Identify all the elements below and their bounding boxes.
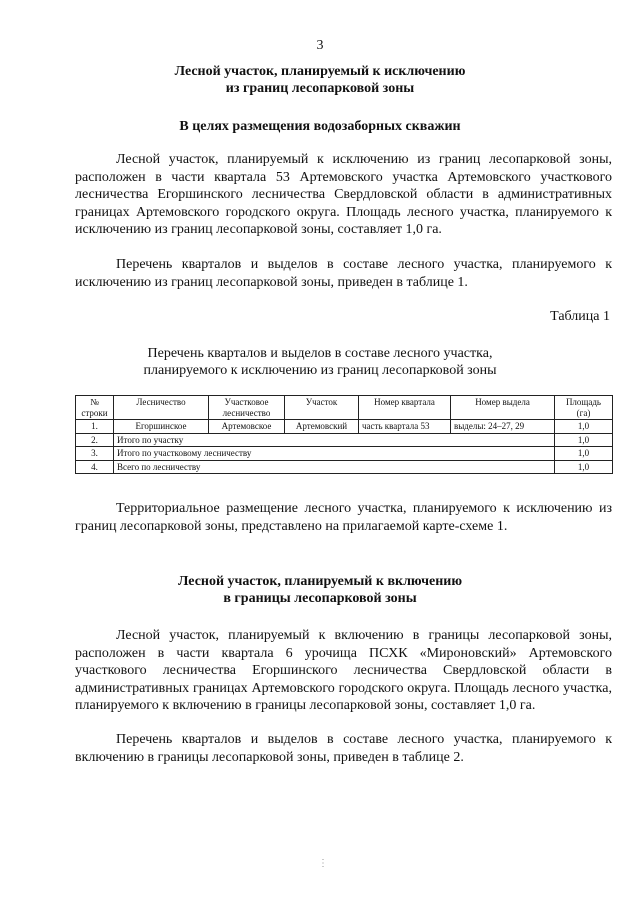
cell-area: 1,0 [555,460,613,474]
col-header-district-forestry: Участковое лесничество [209,396,285,420]
col-header-num: № строки [76,396,114,420]
table1-header-row [76,396,613,420]
cell-num: 1. [76,420,114,434]
cell-allotment: выделы: 24–27, 29 [451,420,555,434]
cell-total-label: Итого по участку [114,433,555,447]
col-header-area: Площадь (га) [555,396,613,420]
table-row [76,447,613,461]
cell-num: 3. [76,447,114,461]
table1-title-line2: планируемого к исключению из границ лесопарковой зоны [143,363,497,378]
section2-paragraph1: Лесной участок, планируемый к включению в границы лесопарковой зоны, расположен в части квартала 6 урочища ПСХК «Мироновский» Артемовского участкового лесничества Егоршинского лесничества Свердловской области в административных границах Артемовского городского округа. Площадь лесного участка, планируемого к включению в границы лесопарковой зоны, составляет 1,0 га. [75,628,612,714]
cell-quarter: часть квартала 53 [359,420,451,434]
col-header-allotment: Номер выдела [451,396,555,420]
section2-title-line1: Лесной участок, планируемый к включению [177,574,463,589]
cell-total-label: Итого по участковому лесничеству [114,447,555,461]
col-header-quarter: Номер квартала [359,396,451,420]
table-row [76,433,613,447]
section2-title [0,573,640,607]
section1-paragraph1: Лесной участок, планируемый к исключению из границ лесопарковой зоны, расположен в части квартала 53 Артемовского участка Артемовского участкового лесничества Егоршинского лесничества Свердловской области в административных границах Артемовского городского округа. Площадь лесного участка, планируемого к исключению из границ лесопарковой зоны, составляет 1,0 га. [75,152,612,238]
cell-area: 1,0 [555,433,613,447]
col-header-forestry: Лесничество [114,396,209,420]
table1-map-paragraph: Территориальное размещение лесного участка, планируемого к исключению из границ лесопарковой зоны, представлено на прилагаемой карте-схеме 1. [75,501,612,534]
section2-paragraph2: Перечень кварталов и выделов в составе лесного участка, планируемого к включению в границы лесопарковой зоны, приведен в таблице 2. [75,732,612,765]
section1-paragraph2: Перечень кварталов и выделов в составе лесного участка, планируемого к исключению из границ лесопарковой зоны, приведен в таблице 1. [75,257,612,290]
col-header-plot: Участок [285,396,359,420]
cell-district-forestry: Артемовское [209,420,285,434]
cell-num: 4. [76,460,114,474]
table1 [75,395,613,474]
scan-mark: ⋮ [318,858,328,869]
section1-title-line2: из границ лесопарковой зоны [225,81,415,96]
section2-title-line2: в границы лесопарковой зоны [223,591,417,606]
cell-area: 1,0 [555,447,613,461]
table1-title-line1: Перечень кварталов и выделов в составе лесного участка, [147,346,493,361]
cell-plot: Артемовский [285,420,359,434]
section1-title [0,63,640,97]
cell-total-label: Всего по лесничеству [114,460,555,474]
table-row [76,420,613,434]
table-row [76,460,613,474]
cell-num: 2. [76,433,114,447]
table1-title [0,345,640,379]
section1-title-line1: Лесной участок, планируемый к исключению [174,64,466,79]
cell-area: 1,0 [555,420,613,434]
cell-forestry: Егоршинское [114,420,209,434]
section1-subtitle: В целях размещения водозаборных скважин [179,119,461,134]
page-number: 3 [316,38,324,53]
table1-caption: Таблица 1 [550,309,610,324]
